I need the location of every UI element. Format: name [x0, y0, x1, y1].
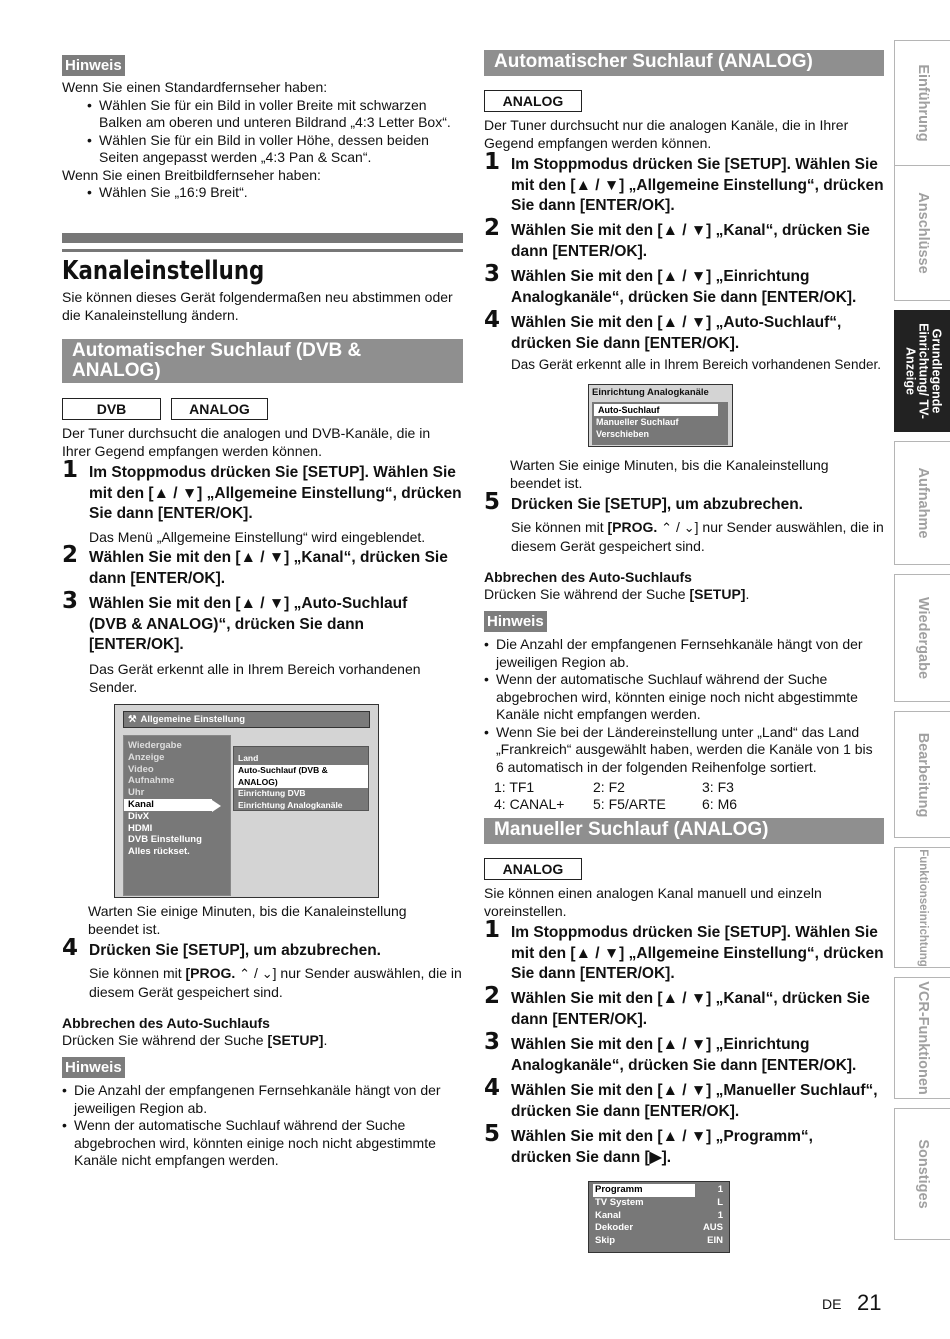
step-number: 4 — [62, 935, 79, 961]
step-number: 2 — [484, 215, 501, 241]
menu-row-label: Dekoder — [595, 1222, 634, 1234]
tab-label: Aufnahme — [915, 467, 931, 539]
tab-label: Wiedergabe — [915, 596, 931, 680]
menu-item: Aufnahme — [128, 775, 175, 787]
step-text: Drücken Sie [SETUP], um abzubrechen. — [89, 942, 381, 959]
wait-text: Warten Sie einige Minuten, bis die Kanaleinstellung beendet ist. — [510, 457, 829, 491]
menu-item: Anzeige — [128, 751, 165, 763]
submenu-item: Einrichtung Analogkanäle — [238, 800, 343, 811]
table-cell: 6: M6 — [702, 796, 738, 812]
step-2 — [62, 542, 462, 589]
section-bar-auto-dvb-analog: Automatischer Suchlauf (DVB & ANALOG) — [62, 339, 463, 383]
table-cell: 4: CANAL+ — [494, 796, 565, 812]
chevron-down-icon: ⌄ — [683, 519, 695, 535]
step-number: 2 — [484, 983, 501, 1009]
menu-item: Uhr — [128, 787, 145, 799]
step-text: Wählen Sie mit den [▲ / ▼] „Programm“, drücken Sie dann [▶]. — [511, 1128, 813, 1166]
step-text: Wählen Sie mit den [▲ / ▼] „Kanal“, drücken Sie dann [ENTER/OK]. — [89, 549, 448, 587]
step-number: 2 — [62, 542, 79, 568]
step-text: Wählen Sie mit den [▲ / ▼] „Auto-Suchlauf“, drücken Sie dann [ENTER/OK]. — [511, 314, 842, 352]
step-text: Im Stoppmodus drücken Sie [SETUP]. Wählen Sie mit den [▲ / ▼] „Allgemeine Einstellung“, drücken Sie dann [ENTER/OK]. — [89, 464, 462, 522]
step-sub: Sie können mit [PROG. ⌃ / ⌄] nur Sender auswählen, die in diesem Gerät gespeichert sind. — [89, 964, 462, 1000]
divider — [62, 233, 463, 243]
step-number: 3 — [484, 1029, 501, 1055]
description: Der Tuner durchsucht nur die analogen Kanäle, die in Ihrer Gegend empfangen werden können. — [484, 117, 849, 151]
menu-row-label: TV System — [595, 1196, 644, 1208]
chevron-up-icon: ⌃ — [661, 519, 673, 535]
submenu-item: Auto-Suchlauf (DVB & ANALOG) — [234, 765, 368, 789]
step-sub: Sie können mit [PROG. ⌃ / ⌄] nur Sender auswählen, die in diesem Gerät gespeichert sind. — [511, 518, 884, 554]
menu-row-value: EIN — [707, 1235, 723, 1247]
step-number: 3 — [484, 261, 501, 287]
submenu-item: Land — [238, 753, 259, 763]
menu-item: Video — [128, 763, 154, 775]
menu-row-value: L — [717, 1196, 723, 1208]
step-text: Wählen Sie mit den [▲ / ▼] „Einrichtung Analogkanäle“, drücken Sie dann [ENTER/OK]. — [511, 268, 857, 306]
submenu-item: Einrichtung DVB — [238, 788, 306, 799]
menu-row-label: Programm — [593, 1184, 695, 1197]
tag-analog: ANALOG — [171, 398, 268, 420]
cancel-text: Drücken Sie während der Suche [SETUP]. — [484, 586, 750, 602]
step-4 — [62, 935, 462, 1001]
hinweis-label: Hinweis — [62, 1057, 125, 1078]
table-cell: 2: F2 — [593, 779, 625, 795]
note-intro-wide: Wenn Sie einen Breitbildfernseher haben: — [62, 166, 321, 183]
tab-8[interactable] — [894, 977, 950, 1099]
tab-label: Grundlegende Einrichtung/ TV-Anzeige — [903, 323, 944, 419]
list-item: • Wenn der automatische Suchlauf während der Suche abgebrochen wird, könnten einige noch nicht abgestimmte Kanäle nicht empfangen werden. — [484, 671, 884, 724]
menu-title: Einrichtung Analogkanäle — [592, 387, 709, 398]
note-block-right — [484, 611, 884, 776]
menu-item: DivX — [128, 810, 150, 822]
arrow-right-icon — [212, 800, 221, 812]
tag-analog: ANALOG — [484, 90, 582, 112]
tab-label: Einführung — [915, 64, 931, 142]
menu-item: Verschieben — [596, 429, 650, 439]
cancel-heading: Abbrechen des Auto-Suchlaufs — [62, 1015, 270, 1031]
menu-item: Alles rückset. — [128, 846, 190, 858]
cancel-text: Drücken Sie während der Suche [SETUP]. — [62, 1032, 328, 1048]
tab-6[interactable] — [894, 711, 950, 838]
tab-1[interactable] — [894, 40, 950, 166]
list-item: • Die Anzahl der empfangenen Fernsehkanäle hängt von der jeweiligen Region ab. — [484, 636, 884, 671]
menu-list — [592, 402, 728, 445]
menu-item: Manueller Suchlauf — [596, 417, 679, 427]
tab-label: Bearbeitung — [915, 732, 931, 817]
list-item: • Wenn Sie bei der Ländereinstellung unter „Land“ das Land „Frankreich“ ausgewählt haben, werden die Kanäle von 1 bis 6 automatisch in der folgenden Reihenfolge sortiert. — [484, 724, 884, 777]
step-number: 1 — [484, 149, 501, 175]
menu-item: Kanal — [124, 799, 212, 811]
list-item: • Wenn der automatische Suchlauf während der Suche abgebrochen wird, könnten einige noch nicht abgestimmte Kanäle nicht empfangen werden. — [62, 1117, 462, 1170]
menu-row-value: 1 — [717, 1209, 723, 1221]
tab-label: VCR-Funktionen — [915, 981, 931, 1095]
cancel-heading: Abbrechen des Auto-Suchlaufs — [484, 569, 692, 585]
tab-3[interactable] — [894, 310, 950, 432]
divider — [62, 249, 463, 252]
step-sub: Das Gerät erkennt alle in Ihrem Bereich vorhandenen Sender. — [89, 660, 421, 695]
step-sub: Das Menü „Allgemeine Einstellung“ wird eingeblendet. — [89, 528, 426, 545]
table-cell: 5: F5/ARTE — [593, 796, 666, 812]
menu-row-label: Kanal — [595, 1209, 621, 1221]
step-4 — [484, 307, 884, 374]
menu-row — [589, 1222, 729, 1235]
step-text: Im Stoppmodus drücken Sie [SETUP]. Wählen Sie mit den [▲ / ▼] „Allgemeine Einstellung“, drücken Sie dann [ENTER/OK]. — [511, 156, 884, 214]
step-number: 4 — [484, 307, 501, 333]
tab-5[interactable] — [894, 574, 950, 702]
description: Sie können einen analogen Kanal manuell und einzeln voreinstellen. — [484, 885, 822, 919]
menu-row-value: AUS — [702, 1222, 723, 1234]
page-number: 21 — [857, 1290, 882, 1315]
tab-2[interactable] — [894, 165, 950, 301]
list-item: • Wählen Sie „16:9 Breit“. — [87, 184, 462, 202]
tab-label: Funktionseinrichtung — [917, 848, 929, 967]
step-sub: Das Gerät erkennt alle in Ihrem Bereich vorhandenen Sender. — [511, 357, 881, 372]
menu-row — [589, 1184, 729, 1197]
step-number: 5 — [484, 1121, 501, 1147]
step-2 — [484, 215, 884, 262]
tab-label: Anschlüsse — [915, 192, 931, 274]
step-3 — [484, 1029, 884, 1076]
menu-row — [589, 1197, 729, 1210]
wrench-icon: ⚒ — [128, 714, 137, 725]
wait-text: Warten Sie einige Minuten, bis die Kanaleinstellung beendet ist. — [88, 903, 407, 937]
note-intro-standard: Wenn Sie einen Standardfernseher haben: — [62, 79, 328, 95]
section-bar-auto-analog: Automatischer Suchlauf (ANALOG) — [484, 50, 884, 76]
tab-label: Sonstiges — [915, 1139, 931, 1209]
channel-table — [494, 779, 737, 813]
step-1 — [484, 149, 884, 217]
step-text: Wählen Sie mit den [▲ / ▼] „Einrichtung Analogkanäle“, drücken Sie dann [ENTER/OK]. — [511, 1036, 857, 1074]
tab-9[interactable] — [894, 1108, 950, 1240]
menu-screenshot-manual-search — [588, 1181, 730, 1253]
step-text: Wählen Sie mit den [▲ / ▼] „Auto-Suchlauf (DVB & ANALOG)“, drücken Sie dann [ENTER/OK]. — [89, 595, 408, 653]
menu-item: Auto-Suchlauf — [594, 404, 718, 416]
menu-list — [123, 735, 231, 896]
menu-title: ⚒ Allgemeine Einstellung — [123, 711, 370, 728]
hinweis-label: Hinweis — [62, 55, 125, 76]
note-block-left-bottom — [62, 1057, 462, 1170]
menu-row — [589, 1210, 729, 1223]
section-intro: Sie können dieses Gerät folgendermaßen neu abstimmen oder die Kanaleinstellung ändern. — [62, 289, 453, 323]
step-text: Wählen Sie mit den [▲ / ▼] „Kanal“, drücken Sie dann [ENTER/OK]. — [511, 990, 870, 1028]
step-text: Wählen Sie mit den [▲ / ▼] „Manueller Suchlauf“, drücken Sie dann [ENTER/OK]. — [511, 1082, 878, 1120]
language-code: DE — [822, 1296, 842, 1312]
submenu-list — [233, 746, 369, 811]
chevron-up-icon: ⌃ — [239, 965, 251, 981]
step-1 — [62, 457, 462, 546]
table-cell: 3: F3 — [702, 779, 734, 795]
menu-screenshot-analog-setup — [588, 384, 733, 447]
step-text: Drücken Sie [SETUP], um abzubrechen. — [511, 496, 803, 513]
step-number: 5 — [484, 489, 501, 515]
list-item: • Die Anzahl der empfangenen Fernsehkanäle hängt von der jeweiligen Region ab. — [62, 1082, 462, 1117]
step-number: 1 — [484, 917, 501, 943]
menu-item: Wiedergabe — [128, 740, 182, 751]
menu-row-label: Skip — [595, 1235, 616, 1247]
description: Der Tuner durchsucht die analogen und DVB-Kanäle, die in Ihrer Gegend empfangen werden können. — [62, 425, 431, 459]
list-item: • Wählen Sie für ein Bild in voller Breite mit schwarzen Balken am oberen und unteren Bildrand „4:3 Letter Box“. — [87, 97, 462, 132]
section-title: Kanaleinstellung — [62, 256, 265, 286]
menu-screenshot-general-settings — [114, 704, 379, 898]
step-3 — [62, 588, 462, 696]
list-item: • Wählen Sie für ein Bild in voller Höhe, dessen beiden Seiten angepasst werden „4:3 Pan & Scan“. — [87, 132, 462, 167]
step-number: 4 — [484, 1075, 501, 1101]
menu-row — [589, 1235, 729, 1248]
step-number: 3 — [62, 588, 79, 614]
step-4 — [484, 1075, 884, 1122]
menu-item: DVB Einstellung — [128, 834, 202, 846]
hinweis-label: Hinweis — [484, 611, 547, 632]
step-text: Im Stoppmodus drücken Sie [SETUP]. Wählen Sie mit den [▲ / ▼] „Allgemeine Einstellung“, drücken Sie dann [ENTER/OK]. — [511, 924, 884, 982]
menu-item: HDMI — [128, 822, 153, 834]
step-5 — [484, 1121, 884, 1168]
step-5 — [484, 489, 884, 555]
step-3 — [484, 261, 884, 308]
chevron-down-icon: ⌄ — [261, 965, 273, 981]
table-cell: 1: TF1 — [494, 779, 535, 795]
step-number: 1 — [62, 457, 79, 483]
step-2 — [484, 983, 884, 1030]
section-bar-manual-analog: Manueller Suchlauf (ANALOG) — [484, 818, 884, 844]
menu-row-value: 1 — [717, 1184, 723, 1195]
tab-7[interactable] — [894, 847, 950, 968]
tag-dvb: DVB — [62, 398, 161, 420]
note-block-top — [62, 55, 462, 202]
step-1 — [484, 917, 884, 985]
tag-analog: ANALOG — [484, 858, 582, 880]
tab-4[interactable] — [894, 441, 950, 565]
step-text: Wählen Sie mit den [▲ / ▼] „Kanal“, drücken Sie dann [ENTER/OK]. — [511, 222, 870, 260]
